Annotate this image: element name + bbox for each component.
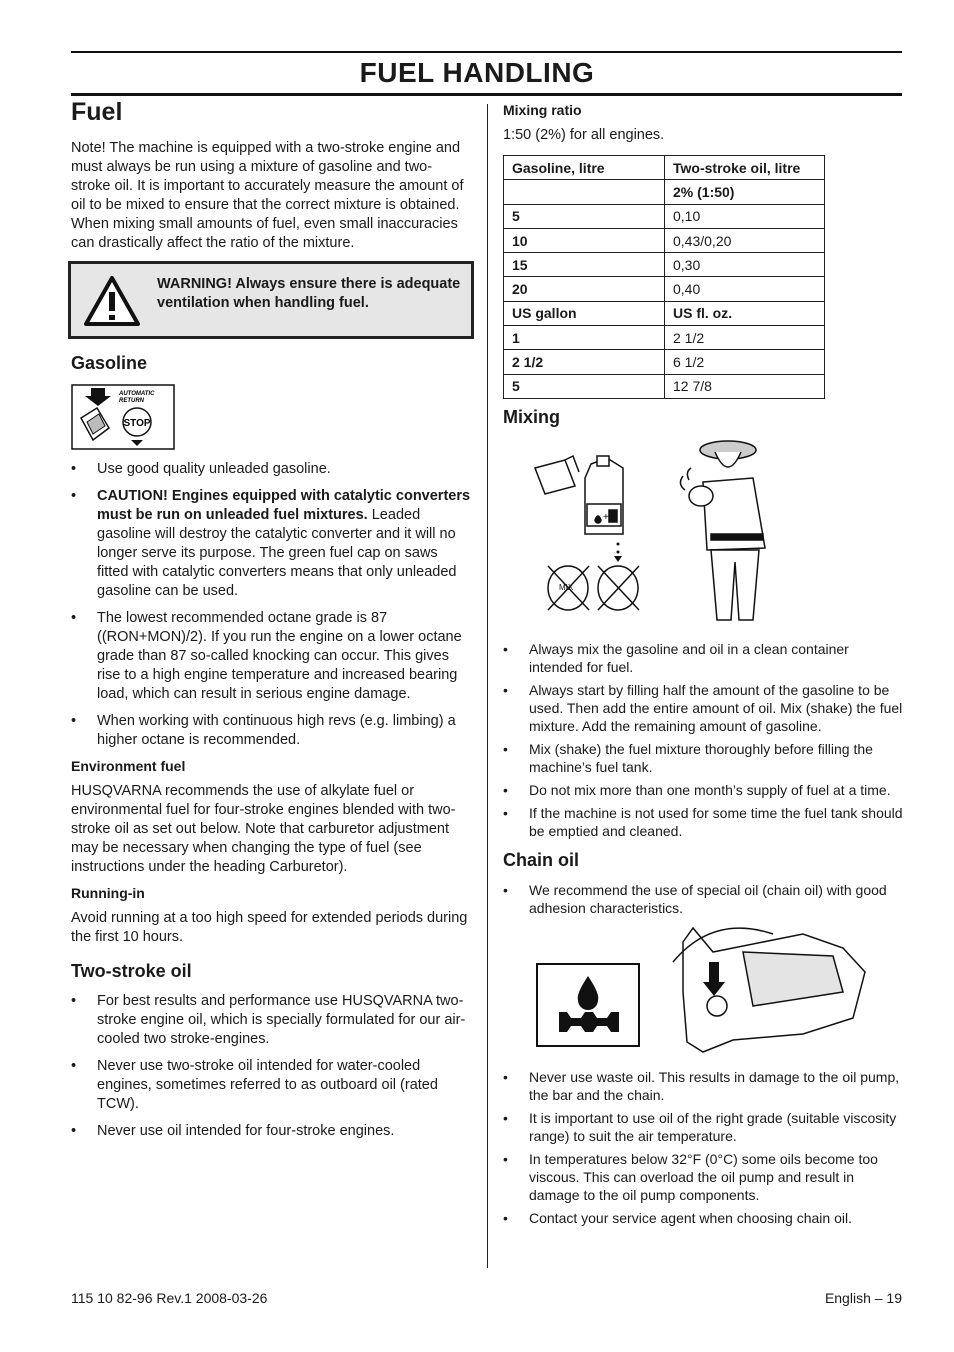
list-item: • For best results and performance use HUSQVARNA two-stroke engine oil, which is specially formulated for our air-cooled two stroke-engines. — [71, 992, 471, 1049]
table-row — [504, 350, 825, 374]
two-stroke-list — [71, 992, 471, 1141]
two-stroke-heading: Two-stroke oil — [71, 961, 192, 981]
warning-box — [68, 261, 474, 339]
chain-oil-list — [503, 1068, 903, 1227]
top-rule — [71, 51, 902, 53]
table-cell: Gasoline, litre — [504, 156, 665, 180]
table-cell: Two-stroke oil, litre — [665, 156, 825, 180]
right-column — [503, 102, 903, 1232]
list-item: • Do not mix more than one month’s supply of fuel at a time. — [503, 781, 903, 799]
list-item: • Mix (shake) the fuel mixture thoroughly before filling the machine’s fuel tank. — [503, 740, 903, 776]
table-row — [504, 277, 825, 301]
fuel-note: Note! The machine is equipped with a two-stroke engine and must always be run using a mixture of gasoline and two-stroke oil. It is important to accurately measure the amount of oil to be mixed to ensure that the correct mixture is obtained. When mixing small amounts of fuel, even small inaccuracies can drastically affect the ratio of the mixture. — [71, 140, 464, 251]
return-label: RETURN — [119, 398, 144, 404]
mixing-table — [503, 155, 825, 399]
caution-bold: CAUTION! Engines equipped with catalytic converters must be run on unleaded fuel mixtures. — [97, 488, 471, 523]
table-row — [504, 301, 825, 325]
warning-text: WARNING! Always ensure there is adequate ventilation when handling fuel. — [157, 276, 461, 311]
chainsaw-icon — [673, 928, 865, 1052]
svg-text:+: + — [603, 511, 609, 523]
table-row — [504, 374, 825, 398]
page-number: English – 19 — [824, 1290, 902, 1306]
table-row — [504, 156, 825, 180]
list-item: • If the machine is not used for some time the fuel tank should be emptied and cleaned. — [503, 804, 903, 840]
list-item: • Contact your service agent when choosing chain oil. — [503, 1209, 903, 1227]
list-item: • The lowest recommended octane grade is 87 ((RON+MON)/2). If you run the engine on a lower octane grade than 87 so-called knocking can occur. This gives rise to a high engine temperature and increased bearing load, which can result in serious engine damage. — [71, 609, 471, 704]
table-cell: 0,43/0,20 — [665, 228, 825, 252]
gasoline-list — [71, 460, 471, 750]
table-cell: US fl. oz. — [665, 301, 825, 325]
caution-item — [71, 487, 471, 601]
table-row — [504, 253, 825, 277]
chain-oil-illustration — [503, 922, 903, 1062]
environment-text: HUSQVARNA recommends the use of alkylate fuel or environmental fuel for four-stroke engines blended with two-stroke oil as set out below. Note that carburetor adjustment may be necessary when changing the type of fuel (see instructions under the heading Carburetor). — [71, 783, 456, 875]
table-cell: 5 — [504, 374, 665, 398]
table-cell: 5 — [504, 204, 665, 228]
table-row — [504, 228, 825, 252]
mix-can-label: MIX — [559, 582, 574, 592]
running-in-heading: Running-in — [71, 885, 145, 901]
fuel-can-icon — [585, 456, 623, 534]
list-item: • It is important to use oil of the right grade (suitable viscosity range) to suit the air temperature. — [503, 1109, 903, 1145]
table-cell: 0,10 — [665, 204, 825, 228]
environment-heading: Environment fuel — [71, 758, 186, 774]
column-divider — [487, 104, 488, 1268]
oil-bottle-icon — [535, 456, 579, 494]
table-row — [504, 180, 825, 204]
table-row — [504, 204, 825, 228]
document-id: 115 10 82-96 Rev.1 2008-03-26 — [71, 1290, 268, 1306]
list-item: • Use good quality unleaded gasoline. — [71, 460, 471, 479]
table-cell: 12 7/8 — [665, 374, 825, 398]
table-cell: 15 — [504, 253, 665, 277]
table-cell: 2% (1:50) — [665, 180, 825, 204]
list-item: • Always start by filling half the amount of the gasoline to be used. Then add the entire amount of oil. Mix (shake) the fuel mixture. Add the remaining amount of gasoline. — [503, 681, 903, 735]
mixing-illustration — [503, 438, 903, 634]
table-cell: US gallon — [504, 301, 665, 325]
table-cell: 20 — [504, 277, 665, 301]
list-item: • When working with continuous high revs (e.g. limbing) a higher octane is recommended. — [71, 712, 471, 750]
list-item: • Never use waste oil. This results in damage to the oil pump, the bar and the chain. — [503, 1068, 903, 1104]
fuel-heading: Fuel — [71, 98, 123, 126]
chain-oil-heading: Chain oil — [503, 849, 579, 870]
chain-oil-symbol-icon — [537, 964, 639, 1046]
warning-triangle-icon — [83, 275, 141, 327]
automatic-label: AUTOMATIC — [119, 391, 155, 397]
list-item: • Never use oil intended for four-stroke engines. — [71, 1122, 471, 1141]
table-cell: 0,30 — [665, 253, 825, 277]
mixing-ratio-heading: Mixing ratio — [503, 102, 582, 118]
table-cell: 1 — [504, 326, 665, 350]
running-in-text: Avoid running at a too high speed for extended periods during the first 10 hours. — [71, 910, 468, 945]
prohibited-container-icon — [548, 566, 589, 610]
caution-rest: Leaded gasoline will destroy the catalytic converter and it will no longer serve its purpose. The green fuel cap on saws fitted with catalytic converters means that only unleaded gasoline can be used. — [97, 507, 457, 599]
list-item: • We recommend the use of special oil (chain oil) with good adhesion characteristics. — [503, 881, 903, 917]
left-column — [71, 98, 471, 1149]
mixing-ratio-text: 1:50 (2%) for all engines. — [503, 127, 665, 143]
table-cell: 6 1/2 — [665, 350, 825, 374]
person-shaking-can-icon — [680, 441, 765, 620]
table-cell: 2 1/2 — [504, 350, 665, 374]
table-cell — [504, 180, 665, 204]
table-cell: 2 1/2 — [665, 326, 825, 350]
list-item: • In temperatures below 32°F (0°C) some oils become too viscous. This can overload the oil pump and result in damage to the oil pump components. — [503, 1150, 903, 1204]
table-row — [504, 326, 825, 350]
chain-oil-intro-list — [503, 881, 903, 917]
list-item: • Always mix the gasoline and oil in a clean container intended for fuel. — [503, 640, 903, 676]
title-underline — [71, 93, 902, 96]
arrow-down-icon — [614, 542, 622, 562]
mixing-heading: Mixing — [503, 406, 560, 427]
page-title: FUEL HANDLING — [359, 57, 595, 88]
list-item: • Never use two-stroke oil intended for water-cooled engines, sometimes referred to as outboard oil (rated TCW). — [71, 1057, 471, 1114]
prohibited-bucket-icon — [598, 566, 639, 610]
fuel-cap-icon — [71, 384, 175, 450]
table-cell: 0,40 — [665, 277, 825, 301]
stop-label: STOP — [123, 418, 151, 429]
mixing-list — [503, 640, 903, 840]
gasoline-heading: Gasoline — [71, 353, 148, 373]
table-cell: 10 — [504, 228, 665, 252]
